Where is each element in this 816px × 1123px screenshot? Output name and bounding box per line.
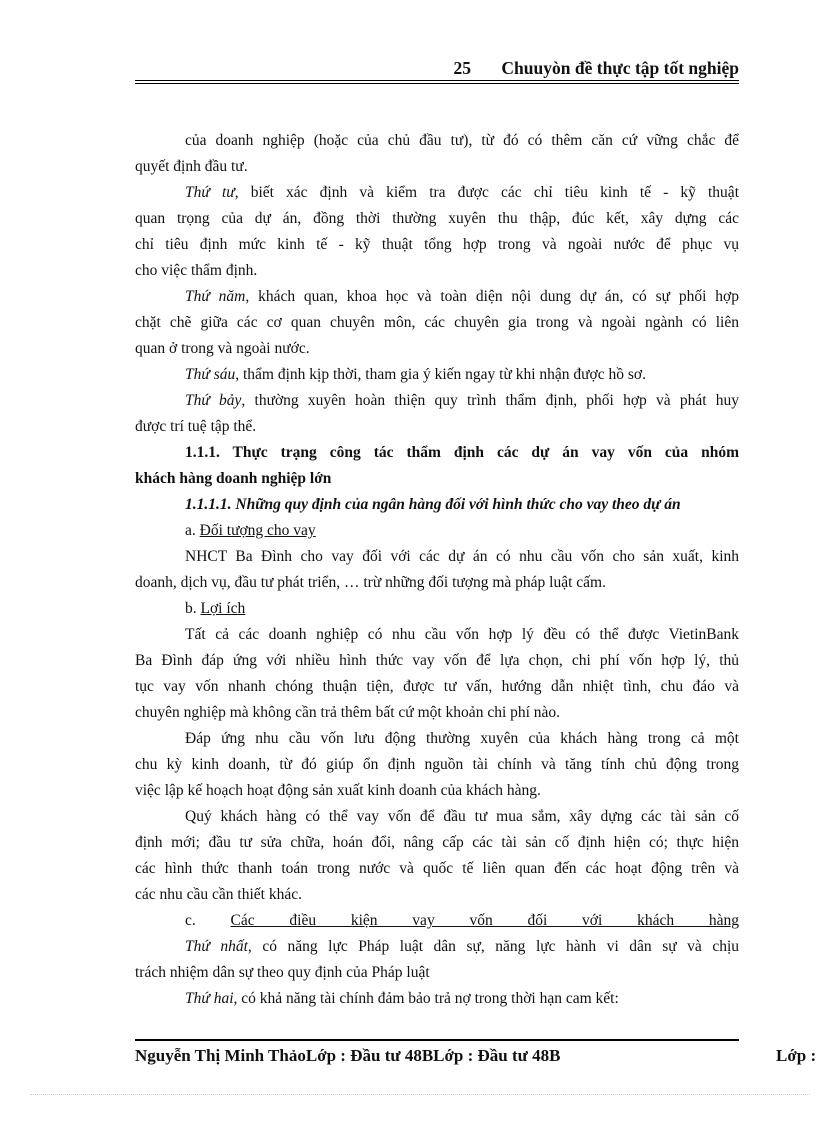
page-number: 25 bbox=[453, 58, 472, 78]
item-heading-c: c. Các điều kiện vay vốn đối với khách hàng bbox=[185, 912, 739, 929]
footer-rule bbox=[135, 1039, 739, 1041]
text-line: doanh, dịch vụ, đầu tư phát triển, … trừ những đối tượng mà pháp luật cấm. bbox=[135, 574, 606, 591]
text-line: chỉ tiêu định mức kinh tế - kỹ thuật tổng hợp trong và ngoài nước để phục vụ bbox=[135, 236, 739, 253]
text-line: Ba Đình đáp ứng với nhiều hình thức vay vốn để lựa chọn, chi phí vốn hợp lý, thủ bbox=[135, 652, 739, 669]
text-line: định mới; đầu tư sửa chữa, hoán đổi, nâng cấp các tài sản cố định hiện có; thực hiện bbox=[135, 834, 739, 851]
text-line: chuyên nghiệp mà không cần trả thêm bất cứ một khoản chi phí nào. bbox=[135, 704, 561, 721]
text-line: Thứ sáu, thẩm định kịp thời, tham gia ý kiến ngay từ khi nhận được hồ sơ. bbox=[185, 366, 646, 383]
text-line: quan ở trong và ngoài nước. bbox=[135, 340, 310, 357]
text-line: NHCT Ba Đình cho vay đối với các dự án có nhu cầu vốn cho sản xuất, kinh bbox=[185, 548, 739, 565]
subsection-heading: 1.1.1.1. Những quy định của ngân hàng đối với hình thức cho vay theo dự án bbox=[185, 496, 681, 513]
text-line: các hình thức thanh toán trong nước và quốc tế liên quan đến các hoạt động trên và bbox=[135, 860, 739, 877]
text-line: chu kỳ kinh doanh, từ đó giúp ổn định nguồn tài chính và tăng tính chủ động trong bbox=[135, 756, 739, 773]
page-bottom-divider bbox=[30, 1094, 810, 1095]
emphasis: Thứ bảy bbox=[185, 392, 242, 409]
text-line: Thứ hai, có khả năng tài chính đảm bảo trả nợ trong thời hạn cam kết: bbox=[185, 990, 619, 1007]
text-line: Thứ nhất, có năng lực Pháp luật dân sự, năng lực hành vi dân sự và chịu bbox=[185, 938, 739, 955]
header-rule-bottom bbox=[135, 83, 739, 84]
emphasis: Thứ hai bbox=[185, 990, 234, 1007]
text-line: trách nhiệm dân sự theo quy định của Pháp luật bbox=[135, 964, 430, 981]
emphasis: Thứ tư bbox=[185, 184, 235, 201]
text-line: các nhu cầu cần thiết khác. bbox=[135, 886, 302, 903]
text-line: Tất cả các doanh nghiệp có nhu cầu vốn hợp lý đều có thể được VietinBank bbox=[185, 626, 739, 643]
text-line: được trí tuệ tập thể. bbox=[135, 418, 257, 435]
text-line: chặt chẽ giữa các cơ quan chuyên môn, các chuyên gia trong và ngoài ngành có liên bbox=[135, 314, 739, 331]
text-line: tục vay vốn nhanh chóng thuận tiện, được tư vấn, hướng dẫn nhiệt tình, chu đáo và bbox=[135, 678, 739, 695]
item-heading-a: a. Đối tượng cho vay bbox=[185, 522, 316, 539]
footer-author-class: Nguyễn Thị Minh ThảoLớp : Đầu tư 48BLớp : Đầu tư 48B bbox=[135, 1046, 561, 1065]
footer-class-label: Lớp : bbox=[776, 1046, 816, 1065]
text-line: Quý khách hàng có thể vay vốn để đầu tư mua sắm, xây dựng các tài sản cố bbox=[185, 808, 739, 825]
section-heading: 1.1.1. Thực trạng công tác thẩm định các dự án vay vốn của nhóm bbox=[185, 444, 739, 461]
emphasis: Thứ nhất bbox=[185, 938, 248, 955]
header-rule-top bbox=[135, 80, 739, 81]
emphasis: Thứ sáu bbox=[185, 366, 236, 383]
text-line: cho việc thẩm định. bbox=[135, 262, 258, 279]
page-header bbox=[135, 58, 739, 80]
text-line: Thứ tư, biết xác định và kiểm tra được các chỉ tiêu kinh tế - kỹ thuật bbox=[185, 184, 739, 201]
header-title: Chuuyòn đề thực tập tốt nghiệp bbox=[501, 58, 739, 78]
text-line: Đáp ứng nhu cầu vốn lưu động thường xuyên của khách hàng trong cả một bbox=[185, 730, 739, 747]
page-footer bbox=[135, 1046, 815, 1068]
text-line: việc lập kế hoạch hoạt động sản xuất kinh doanh của khách hàng. bbox=[135, 782, 541, 799]
text-line: Thứ năm, khách quan, khoa học và toàn diện nội dung dự án, có sự phối hợp bbox=[185, 288, 739, 305]
item-heading-b: b. Lợi ích bbox=[185, 600, 246, 617]
text-line: quan trọng của dự án, đồng thời thường xuyên thu thập, đúc kết, xây dựng các bbox=[135, 210, 739, 227]
text-line: của doanh nghiệp (hoặc của chủ đầu tư), từ đó có thêm căn cứ vững chắc để bbox=[185, 132, 739, 149]
document-body bbox=[135, 128, 739, 1012]
text-line: Thứ bảy, thường xuyên hoàn thiện quy trình thẩm định, phối hợp và phát huy bbox=[185, 392, 739, 409]
section-heading-cont: khách hàng doanh nghiệp lớn bbox=[135, 470, 332, 487]
text-line: quyết định đầu tư. bbox=[135, 158, 248, 175]
emphasis: Thứ năm bbox=[185, 288, 246, 305]
